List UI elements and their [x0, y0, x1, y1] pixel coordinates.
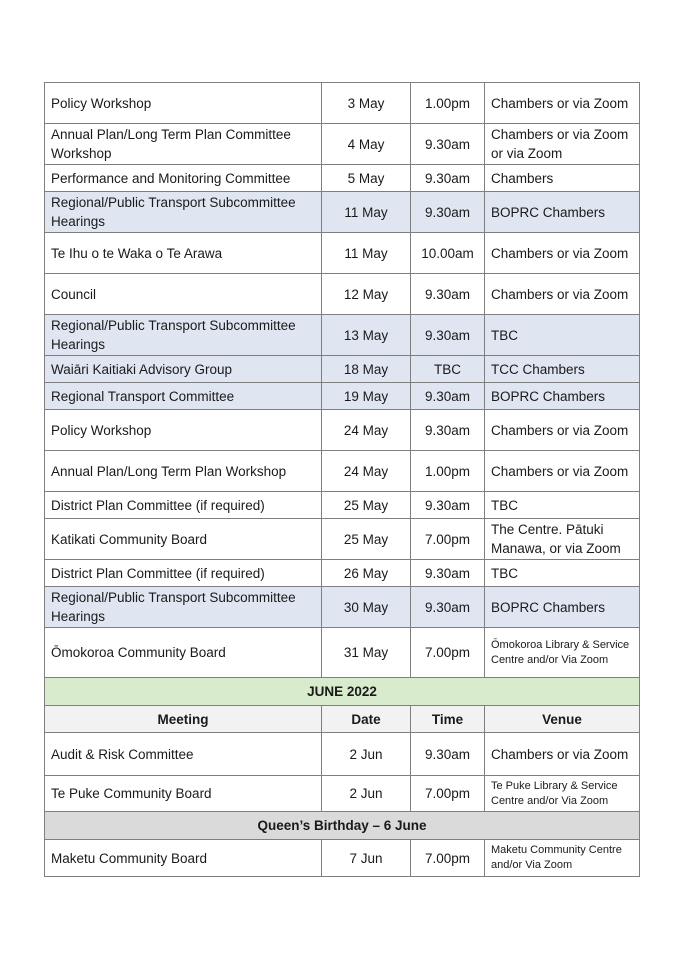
time-cell: 9.30am — [411, 560, 485, 587]
venue-cell: Chambers or via Zoom — [485, 233, 640, 274]
table-row — [45, 410, 640, 451]
time-cell: 9.30am — [411, 192, 485, 233]
table-row — [45, 587, 640, 628]
date-cell: 25 May — [322, 519, 411, 560]
holiday-label: Queen’s Birthday – 6 June — [45, 812, 640, 840]
date-cell: 18 May — [322, 356, 411, 383]
time-cell: 7.00pm — [411, 840, 485, 877]
table-row — [45, 492, 640, 519]
meeting-cell: Te Puke Community Board — [45, 776, 322, 812]
meeting-cell: Regional/Public Transport Subcommittee Hearings — [45, 587, 322, 628]
time-cell: 7.00pm — [411, 519, 485, 560]
table-row — [45, 519, 640, 560]
column-header-row — [45, 706, 640, 733]
meeting-cell: Regional/Public Transport Subcommittee Hearings — [45, 315, 322, 356]
venue-cell: Chambers or via Zoom — [485, 83, 640, 124]
table-row — [45, 165, 640, 192]
meeting-cell: Council — [45, 274, 322, 315]
venue-cell: TBC — [485, 560, 640, 587]
date-cell: 13 May — [322, 315, 411, 356]
table-row — [45, 233, 640, 274]
table-row — [45, 192, 640, 233]
table-row — [45, 124, 640, 165]
date-cell: 30 May — [322, 587, 411, 628]
meeting-cell: Performance and Monitoring Committee — [45, 165, 322, 192]
venue-cell: Chambers or via Zoom — [485, 451, 640, 492]
header-date: Date — [322, 706, 411, 733]
venue-cell: BOPRC Chambers — [485, 587, 640, 628]
header-time: Time — [411, 706, 485, 733]
time-cell: 1.00pm — [411, 83, 485, 124]
time-cell: 9.30am — [411, 383, 485, 410]
venue-cell: BOPRC Chambers — [485, 383, 640, 410]
meeting-cell: Regional/Public Transport Subcommittee Hearings — [45, 192, 322, 233]
table-row — [45, 356, 640, 383]
venue-cell: Te Puke Library & Service Centre and/or Via Zoom — [485, 776, 640, 812]
meeting-cell: Policy Workshop — [45, 83, 322, 124]
venue-cell: Chambers or via Zoom or via Zoom — [485, 124, 640, 165]
date-cell: 7 Jun — [322, 840, 411, 877]
meeting-cell: Te Ihu o te Waka o Te Arawa — [45, 233, 322, 274]
time-cell: 9.30am — [411, 587, 485, 628]
time-cell: TBC — [411, 356, 485, 383]
date-cell: 19 May — [322, 383, 411, 410]
date-cell: 26 May — [322, 560, 411, 587]
holiday-row — [45, 812, 640, 840]
venue-cell: Maketu Community Centre and/or Via Zoom — [485, 840, 640, 877]
may-rows — [45, 83, 640, 678]
month-heading: JUNE 2022 — [45, 678, 640, 706]
time-cell: 7.00pm — [411, 776, 485, 812]
table-row — [45, 733, 640, 776]
time-cell: 7.00pm — [411, 628, 485, 678]
table-row — [45, 274, 640, 315]
time-cell: 9.30am — [411, 165, 485, 192]
venue-cell: Chambers or via Zoom — [485, 274, 640, 315]
time-cell: 10.00am — [411, 233, 485, 274]
date-cell: 4 May — [322, 124, 411, 165]
table-row — [45, 628, 640, 678]
table-row — [45, 83, 640, 124]
time-cell: 9.30am — [411, 410, 485, 451]
table-row — [45, 776, 640, 812]
time-cell: 9.30am — [411, 733, 485, 776]
venue-cell: Chambers or via Zoom — [485, 733, 640, 776]
date-cell: 2 Jun — [322, 776, 411, 812]
time-cell: 9.30am — [411, 274, 485, 315]
venue-cell: BOPRC Chambers — [485, 192, 640, 233]
header-meeting: Meeting — [45, 706, 322, 733]
meeting-cell: Ōmokoroa Community Board — [45, 628, 322, 678]
june-section — [45, 678, 640, 733]
venue-cell: TBC — [485, 315, 640, 356]
table-row — [45, 840, 640, 877]
venue-cell: TCC Chambers — [485, 356, 640, 383]
table-row — [45, 560, 640, 587]
month-heading-row — [45, 678, 640, 706]
holiday-section — [45, 812, 640, 840]
venue-cell: TBC — [485, 492, 640, 519]
meeting-cell: Annual Plan/Long Term Plan Committee Workshop — [45, 124, 322, 165]
table-row — [45, 451, 640, 492]
time-cell: 9.30am — [411, 124, 485, 165]
venue-cell: Ōmokoroa Library & Service Centre and/or Via Zoom — [485, 628, 640, 678]
time-cell: 9.30am — [411, 315, 485, 356]
date-cell: 5 May — [322, 165, 411, 192]
meeting-cell: Regional Transport Committee — [45, 383, 322, 410]
date-cell: 2 Jun — [322, 733, 411, 776]
date-cell: 24 May — [322, 451, 411, 492]
june-rows-b — [45, 840, 640, 877]
date-cell: 25 May — [322, 492, 411, 519]
meeting-cell: District Plan Committee (if required) — [45, 492, 322, 519]
date-cell: 12 May — [322, 274, 411, 315]
meeting-schedule-table — [44, 82, 640, 877]
date-cell: 11 May — [322, 233, 411, 274]
date-cell: 24 May — [322, 410, 411, 451]
meeting-cell: Katikati Community Board — [45, 519, 322, 560]
date-cell: 3 May — [322, 83, 411, 124]
venue-cell: Chambers or via Zoom — [485, 410, 640, 451]
time-cell: 9.30am — [411, 492, 485, 519]
table-row — [45, 383, 640, 410]
meeting-cell: Maketu Community Board — [45, 840, 322, 877]
meeting-cell: Audit & Risk Committee — [45, 733, 322, 776]
date-cell: 11 May — [322, 192, 411, 233]
meeting-cell: District Plan Committee (if required) — [45, 560, 322, 587]
venue-cell: Chambers — [485, 165, 640, 192]
header-venue: Venue — [485, 706, 640, 733]
june-rows-a — [45, 733, 640, 812]
meeting-cell: Annual Plan/Long Term Plan Workshop — [45, 451, 322, 492]
meeting-cell: Policy Workshop — [45, 410, 322, 451]
time-cell: 1.00pm — [411, 451, 485, 492]
table-row — [45, 315, 640, 356]
meeting-cell: Waiāri Kaitiaki Advisory Group — [45, 356, 322, 383]
venue-cell: The Centre. Pātuki Manawa, or via Zoom — [485, 519, 640, 560]
date-cell: 31 May — [322, 628, 411, 678]
